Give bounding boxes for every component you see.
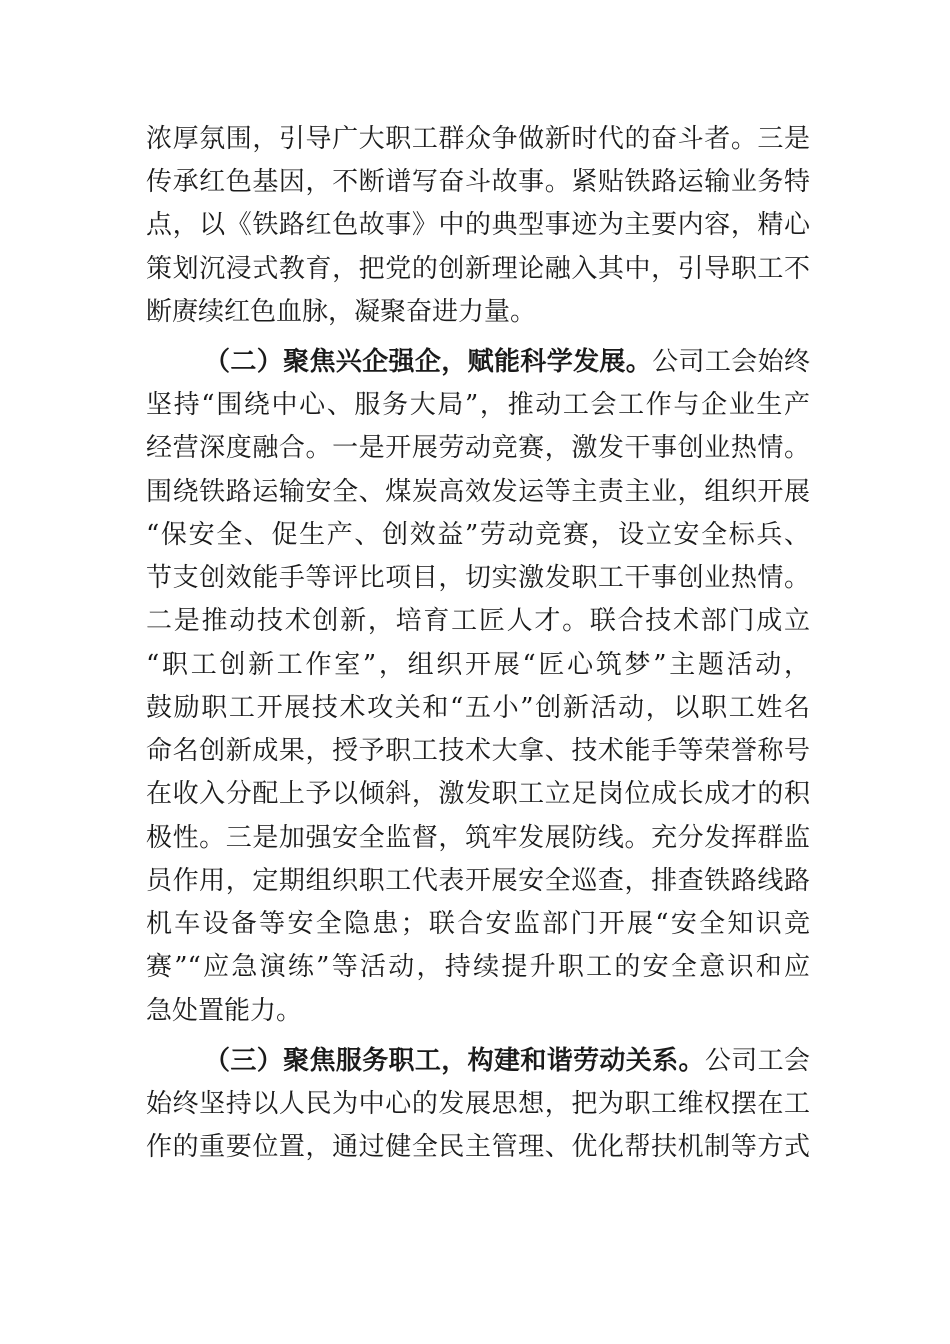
section-heading-2: （二）聚焦兴企强企，赋能科学发展。 bbox=[204, 347, 653, 377]
paragraph-1-line: 点，以《铁路红色故事》中的典型事迹为主要内容，精心 bbox=[146, 210, 810, 240]
paragraph-2-line: 二是推动技术创新，培育工匠人才。联合技术部门成立 bbox=[146, 606, 810, 636]
paragraph-3-first-line-text: 公司工会 bbox=[704, 1046, 810, 1076]
paragraph-1-line: 浓厚氛围，引导广大职工群众争做新时代的奋斗者。三是 bbox=[146, 124, 810, 154]
paragraph-1-line: 断赓续红色血脉，凝聚奋进力量。 bbox=[146, 297, 537, 327]
paragraph-3-first-line bbox=[204, 1041, 810, 1081]
paragraph-2-first-line bbox=[204, 342, 810, 382]
paragraph-2-line: 命名创新成果，授予职工技术大拿、技术能手等荣誉称号 bbox=[146, 736, 810, 766]
paragraph-2-line: 赛”“应急演练”等活动，持续提升职工的安全意识和应 bbox=[146, 952, 810, 982]
paragraph-2-first-line-text: 公司工会始终 bbox=[652, 347, 810, 377]
paragraph-2-line: 员作用，定期组织职工代表开展安全巡查，排查铁路线路 bbox=[146, 866, 810, 896]
paragraph-2-line: 急处置能力。 bbox=[146, 996, 303, 1026]
paragraph-2-line: “保安全、促生产、创效益”劳动竞赛，设立安全标兵、 bbox=[146, 520, 810, 550]
paragraph-2-line: “职工创新工作室”，组织开展“匠心筑梦”主题活动， bbox=[146, 650, 810, 680]
paragraph-2-line: 节支创效能手等评比项目，切实激发职工干事创业热情。 bbox=[146, 563, 810, 593]
section-heading-3: （三）聚焦服务职工，构建和谐劳动关系。 bbox=[204, 1046, 705, 1076]
paragraph-2-line: 围绕铁路运输安全、煤炭高效发运等主责主业，组织开展 bbox=[146, 477, 810, 507]
paragraph-3-line: 始终坚持以人民为中心的发展思想，把为职工维权摆在工 bbox=[146, 1089, 810, 1119]
paragraph-1-line: 传承红色基因，不断谱写奋斗故事。紧贴铁路运输业务特 bbox=[146, 167, 810, 197]
paragraph-2-line: 极性。三是加强安全监督，筑牢发展防线。充分发挥群监 bbox=[146, 823, 810, 853]
paragraph-2-line: 鼓励职工开展技术攻关和“五小”创新活动，以职工姓名 bbox=[146, 693, 810, 723]
paragraph-1-line: 策划沉浸式教育，把党的创新理论融入其中，引导职工不 bbox=[146, 254, 810, 284]
paragraph-2-line: 在收入分配上予以倾斜，激发职工立足岗位成长成才的积 bbox=[146, 779, 810, 809]
paragraph-2-line: 坚持“围绕中心、服务大局”，推动工会工作与企业生产 bbox=[146, 390, 810, 420]
paragraph-2-line: 机车设备等安全隐患；联合安监部门开展“安全知识竞 bbox=[146, 909, 810, 939]
paragraph-3-line: 作的重要位置，通过健全民主管理、优化帮扶机制等方式 bbox=[146, 1132, 810, 1162]
paragraph-2-line: 经营深度融合。一是开展劳动竞赛，激发干事创业热情。 bbox=[146, 433, 810, 463]
